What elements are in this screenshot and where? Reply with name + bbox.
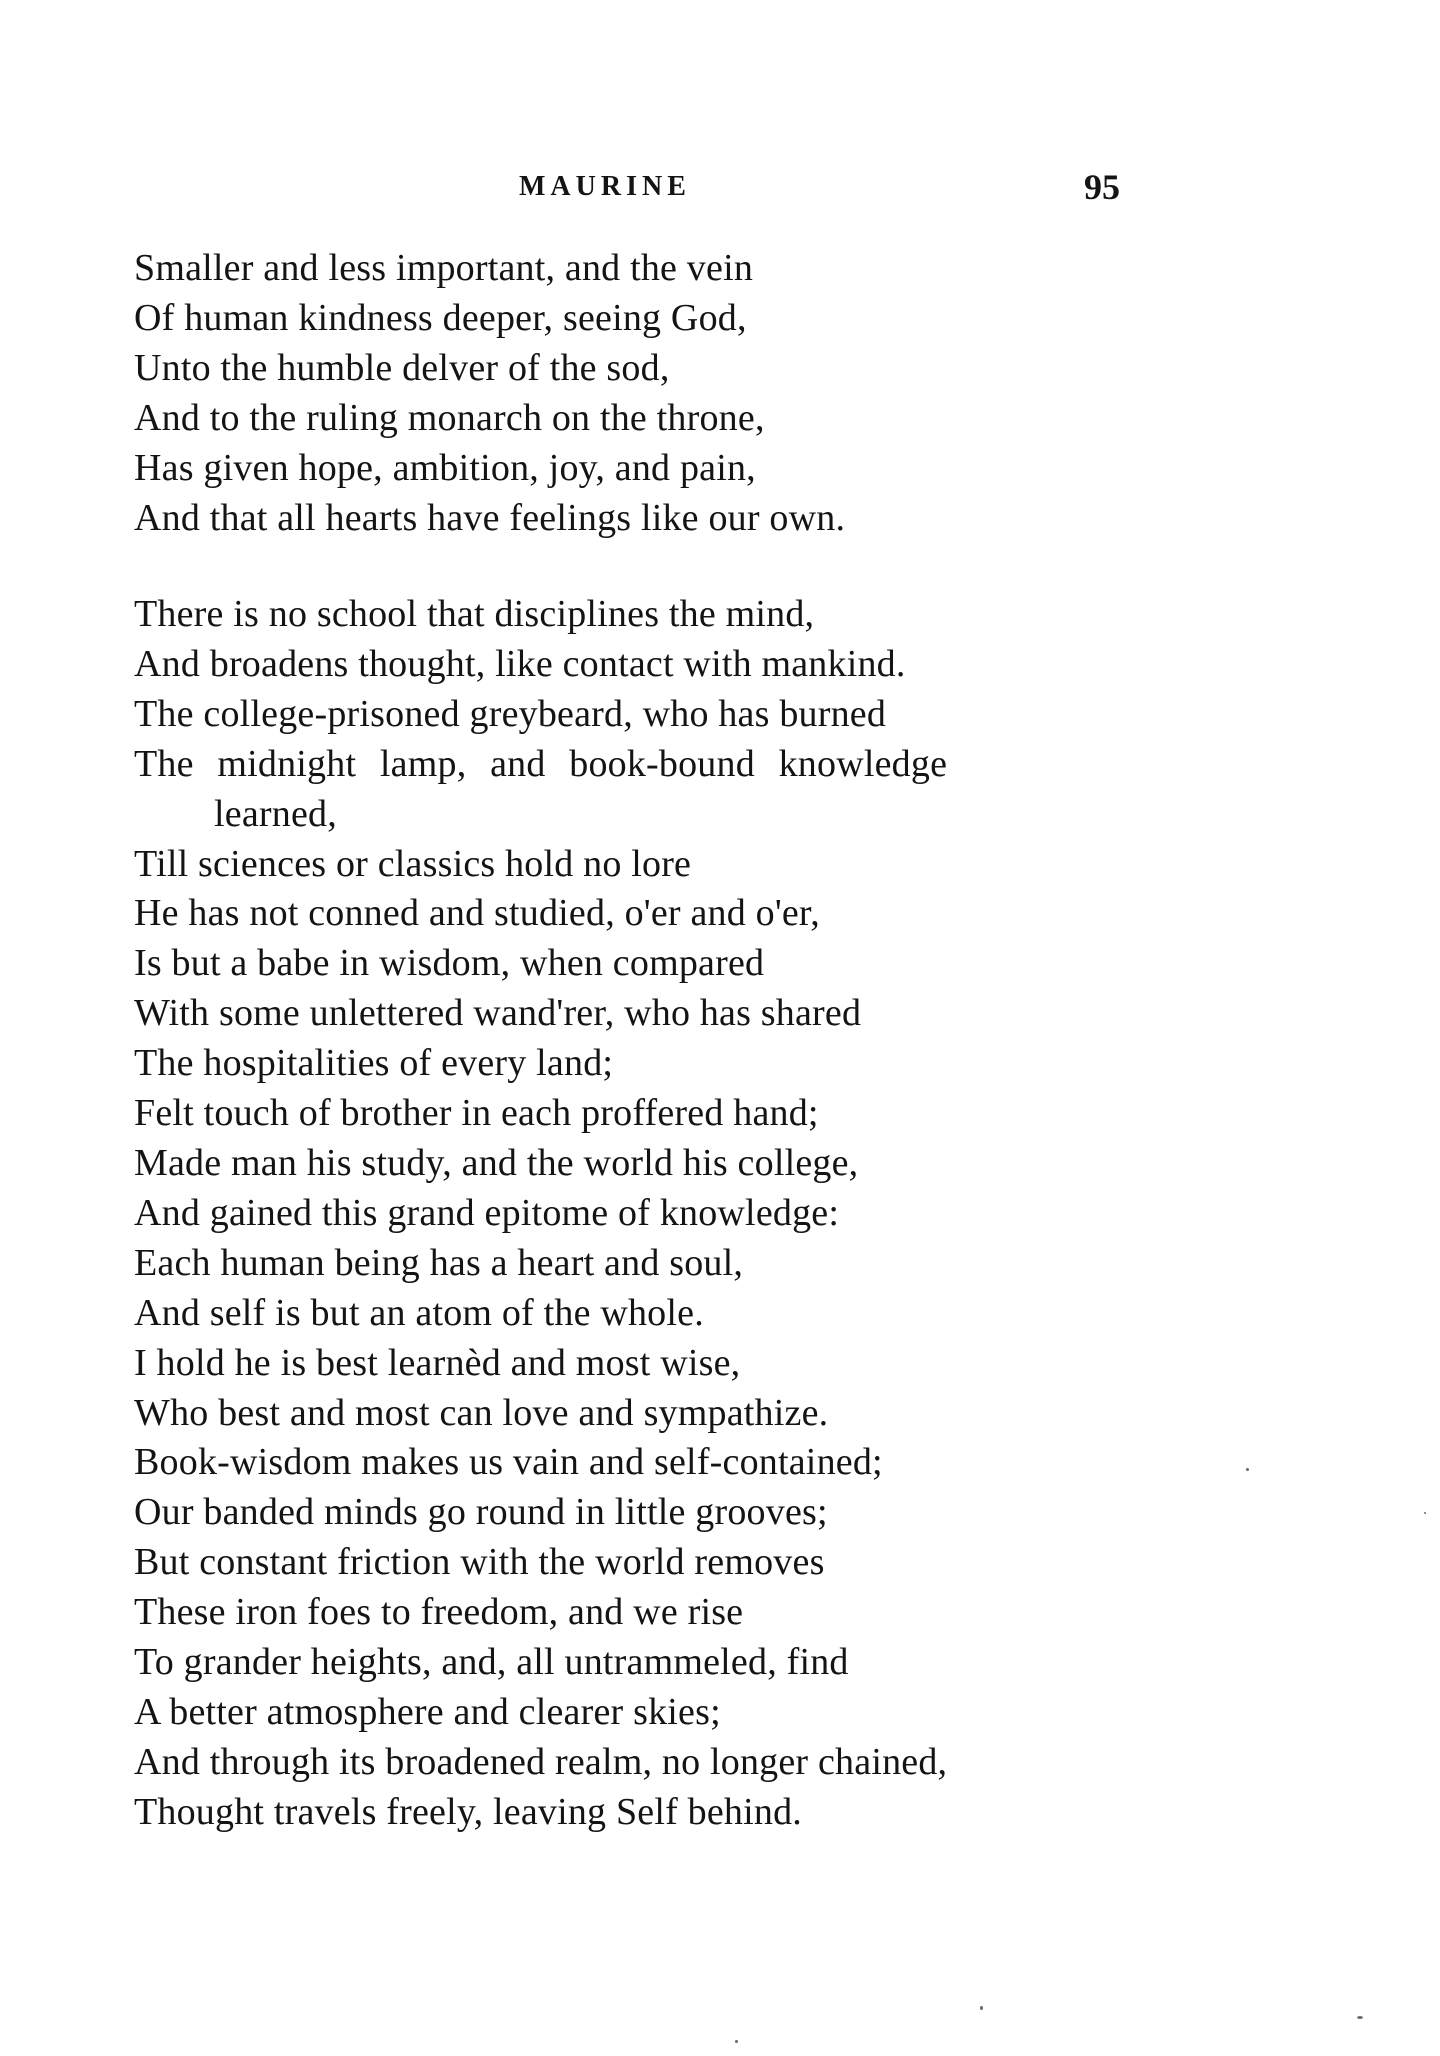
running-title: MAURINE: [519, 171, 691, 202]
poem-line: The hospitalities of every land;: [134, 1042, 614, 1085]
poem-line: To grander heights, and, all untrammeled, find: [134, 1641, 849, 1684]
poem-line: There is no school that disciplines the mind,: [134, 593, 815, 635]
poem-line: And that all hearts have feelings like our own.: [134, 496, 846, 539]
poem-stanza-1: [134, 244, 1154, 543]
poem-line: These iron foes to freedom, and we rise: [134, 1591, 744, 1634]
poem-line: He has not conned and studied, o'er and o'er,: [134, 892, 820, 935]
poem-line: With some unlettered wand'rer, who has shared: [134, 992, 862, 1035]
poem-stanza-2: [134, 590, 1154, 1838]
poem-line: Of human kindness deeper, seeing God,: [134, 296, 747, 339]
poem-line: Thought travels freely, leaving Self behind.: [134, 1790, 802, 1833]
running-head: [0, 166, 1440, 216]
poem-line: And self is but an atom of the whole.: [134, 1291, 704, 1334]
poem-line: A better atmosphere and clearer skies;: [134, 1690, 721, 1733]
poem-line: Is but a babe in wisdom, when compared: [134, 942, 765, 985]
poem-line: Our banded minds go round in little grooves;: [134, 1491, 828, 1534]
page-number: 95: [1084, 167, 1120, 207]
poem-line: And gained this grand epitome of knowledge:: [134, 1191, 840, 1234]
poem-line: Each human being has a heart and soul,: [134, 1241, 744, 1284]
poem-line: Has given hope, ambition, joy, and pain,: [134, 446, 756, 489]
poem-line: Felt touch of brother in each proffered hand;: [134, 1092, 819, 1135]
poem-line: Till sciences or classics hold no lore: [134, 842, 692, 885]
poem-line: Made man his study, and the world his college,: [134, 1141, 859, 1184]
poem-line: And broadens thought, like contact with mankind.: [134, 642, 906, 685]
poem-line: Smaller and less important, and the vein: [134, 247, 754, 289]
poem-line: And through its broadened realm, no longer chained,: [134, 1740, 948, 1783]
poem-line-continuation: learned,: [214, 792, 337, 835]
poem-line: Who best and most can love and sympathize.: [134, 1391, 829, 1434]
poem-line: I hold he is best learnèd and most wise,: [134, 1341, 741, 1384]
poem-line: And to the ruling monarch on the throne,: [134, 396, 765, 439]
poem-line: But constant friction with the world removes: [134, 1541, 825, 1584]
poem-line: The midnight lamp, and book-bound knowledge: [134, 742, 948, 785]
poem-line: Book-wisdom makes us vain and self-contained;: [134, 1441, 883, 1484]
poem-line: Unto the humble delver of the sod,: [134, 346, 670, 389]
poem-line: The college-prisoned greybeard, who has burned: [134, 692, 887, 735]
